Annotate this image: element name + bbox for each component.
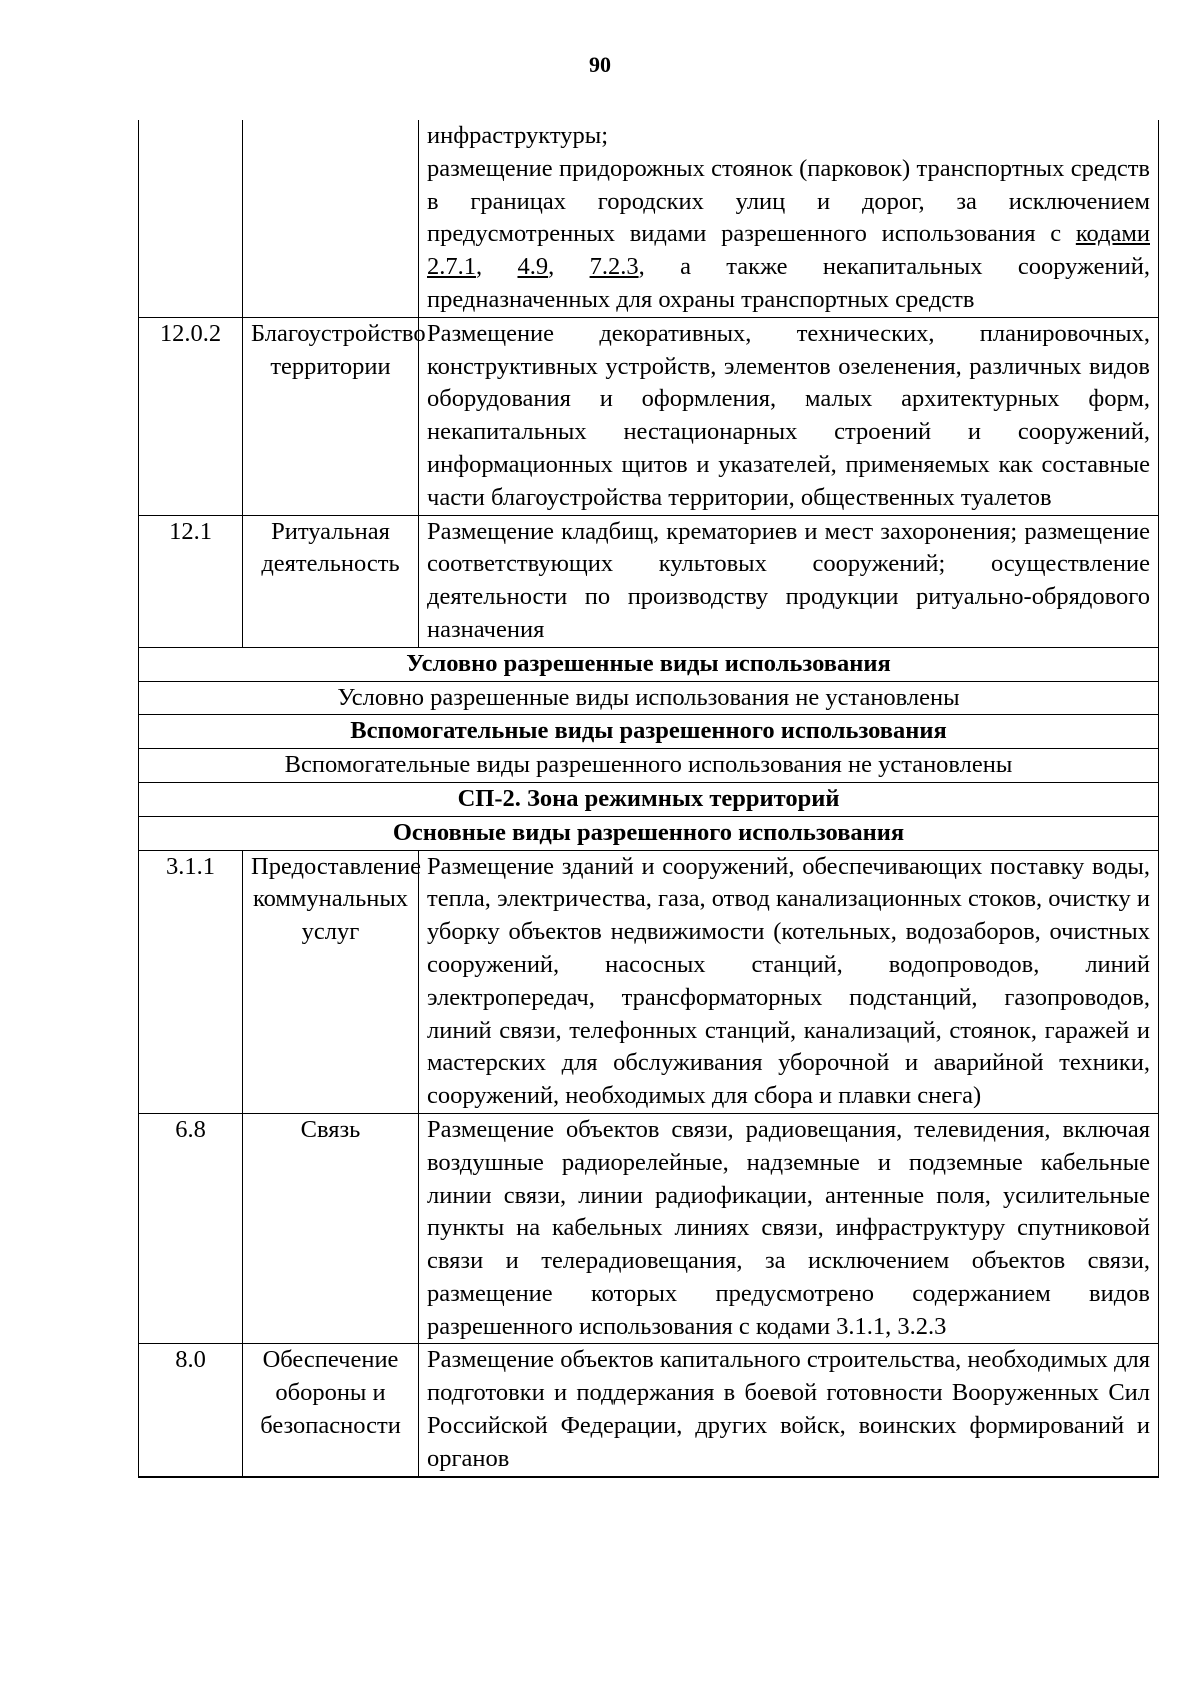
section-row	[139, 816, 1159, 850]
row-description: Размещение объектов связи, радиовещания, телевидения, включая воздушные радиорелейные, надземные и подземные кабельные линии связи, линии радиофикации, антенные поля, усилительные пункты на кабельных линиях связи, инфраструктуру спутниковой связи и телерадиовещания, за исключением объектов связи, размещение которых предусмотрено содержанием видов разрешенного использования с кодами 3.1.1, 3.2.3	[419, 1113, 1159, 1344]
row-description: Размещение кладбищ, крематориев и мест захоронения; размещение соответствующих культовых сооружений; осуществление деятельности по производству продукции ритуально-обрядового назначения	[419, 515, 1159, 647]
code-link[interactable]: 7.2.3	[589, 253, 639, 281]
row-code: 8.0	[139, 1344, 243, 1477]
row-description	[419, 120, 1159, 317]
land-use-table	[138, 120, 1159, 1478]
note-row	[139, 749, 1159, 783]
note-row	[139, 681, 1159, 715]
auxiliary-uses-header: Вспомогательные виды разрешенного использования	[139, 715, 1159, 749]
row-name: Предоставление коммунальных услуг	[243, 850, 419, 1113]
table-row	[139, 515, 1159, 647]
table-row	[139, 120, 1159, 317]
section-row	[139, 647, 1159, 681]
row-name: Ритуальная деятельность	[243, 515, 419, 647]
row-description: Размещение декоративных, технических, планировочных, конструктивных устройств, элементов озеленения, различных видов оборудования и оформления, малых архитектурных форм, некапитальных нестационарных строений и сооружений, информационных щитов и указателей, применяемых как составные части благоустройства территории, общественных туалетов	[419, 317, 1159, 515]
row-code: 3.1.1	[139, 850, 243, 1113]
row-name: Обеспечение обороны и безопасности	[243, 1344, 419, 1477]
table-row	[139, 1113, 1159, 1344]
row-code: 12.1	[139, 515, 243, 647]
table-row	[139, 317, 1159, 515]
row-code: 12.0.2	[139, 317, 243, 515]
conditional-uses-note: Условно разрешенные виды использования не установлены	[139, 681, 1159, 715]
table-row	[139, 1344, 1159, 1477]
description-line: инфраструктуры;	[427, 122, 609, 149]
row-description: Размещение объектов капитального строительства, необходимых для подготовки и поддержания в боевой готовности Вооруженных Сил Российской Федерации, других войск, воинских формирований и органов	[419, 1344, 1159, 1477]
row-name: Благоустройство территории	[243, 317, 419, 515]
description-text: ,	[548, 253, 590, 281]
row-code	[139, 120, 243, 317]
section-row	[139, 782, 1159, 816]
auxiliary-uses-note: Вспомогательные виды разрешенного использования не установлены	[139, 749, 1159, 783]
zone-title: СП-2. Зона режимных территорий	[139, 782, 1159, 816]
row-name: Связь	[243, 1113, 419, 1344]
section-row	[139, 715, 1159, 749]
row-code: 6.8	[139, 1113, 243, 1344]
code-link[interactable]: 4.9	[517, 253, 549, 281]
code-link[interactable]: кодами 2.7.1	[427, 220, 1150, 281]
description-text: , а также некапитальных сооружений, предназначенных для охраны транспортных средств	[427, 253, 1151, 313]
main-uses-header: Основные виды разрешенного использования	[139, 816, 1159, 850]
description-text: ,	[476, 253, 518, 281]
row-name	[243, 120, 419, 317]
conditional-uses-header: Условно разрешенные виды использования	[139, 647, 1159, 681]
description-text: размещение придорожных стоянок (парковок) транспортных средств в границах городских улиц и дорог, за исключением предусмотренных видами разрешенного использования с	[427, 154, 1150, 248]
row-description: Размещение зданий и сооружений, обеспечивающих поставку воды, тепла, электричества, газа, отвод канализационных стоков, очистку и уборку объектов недвижимости (котельных, водозаборов, очистных сооружений, насосных станций, водопроводов, линий электропередач, трансформаторных подстанций, газопроводов, линий связи, телефонных станций, канализаций, стоянок, гаражей и мастерских для обслуживания уборочной и аварийной техники, сооружений, необходимых для сбора и плавки снега)	[419, 850, 1159, 1113]
table-row	[139, 850, 1159, 1113]
page-number: 90	[589, 52, 611, 77]
